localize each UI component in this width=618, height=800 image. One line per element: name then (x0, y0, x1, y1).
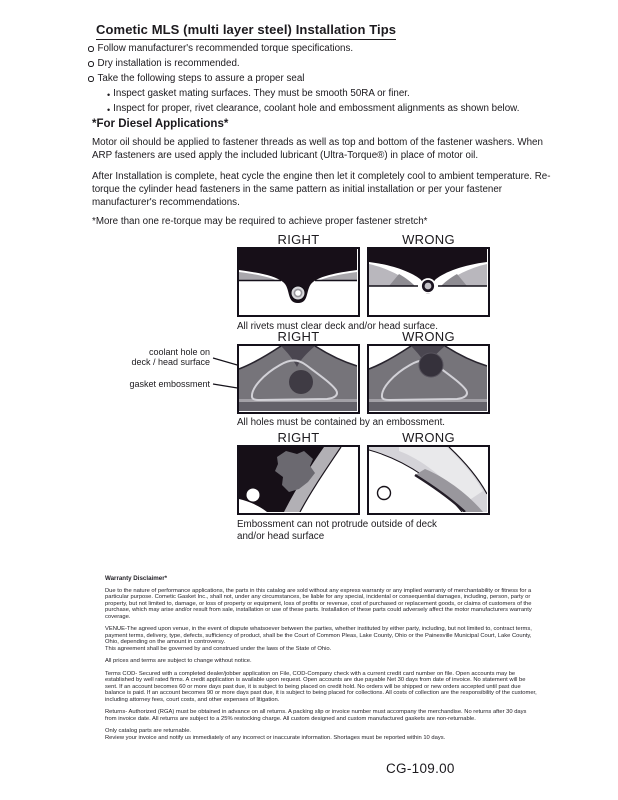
figure1-right-label: RIGHT (277, 232, 320, 247)
figure3-caption-line2: and/or head surface (237, 531, 325, 542)
list-item (88, 88, 558, 103)
rivet-clear-right-diagram (239, 249, 357, 314)
bullet-text: Dry installation is recommended. (97, 58, 240, 69)
figure2-wrong-illustration (367, 344, 490, 414)
gasket-embossment-label: gasket embossment (129, 379, 210, 389)
list-item (88, 43, 558, 58)
retorque-note: *More than one re-torque may be required to achieve proper fastener stretch* (92, 216, 428, 227)
warranty-disclaimer-heading: Warranty Disclaimer* (105, 575, 168, 582)
figure1-wrong-label: WRONG (402, 232, 455, 247)
disclaimer-paragraph: Only catalog parts are returnable. (105, 728, 192, 734)
figure2-right-illustration (237, 344, 360, 414)
figure1-caption: All rivets must clear deck and/or head surface. (237, 321, 438, 332)
disclaimer-paragraph: Review your invoice and notify us immediately of any incorrect or inaccurate information. Shortages must be reported within 10 days. (105, 734, 446, 741)
page-code: CG-109.00 (386, 761, 455, 776)
hole-outside-embossment-wrong-diagram (369, 346, 487, 411)
circle-bullet-icon (88, 46, 94, 52)
disclaimer-paragraph: Due to the nature of performance applications, the parts in this catalog are sold without any express warranty or any implied warranty of merchantability or fitness for a particular purpose. Cometic Gasket Inc., shall not, under any circumstances, be liable for any special, incidental or consequential damages, including, person, party or property, but not limited to, damage, or loss of property or equipment, loss of profits or revenue, cost of purchased or replacement goods, or claims of customers of the purchase, which may arise and/or result from sale, installation or use of these parts. Installation of these parts could adversely affect the motor manufacturers warranty coverage. (105, 587, 532, 620)
bullet-text: Follow manufacturer's recommended torque specifications. (97, 43, 354, 54)
warranty-disclaimer (105, 576, 537, 741)
figure1-wrong-illustration (367, 247, 490, 317)
disclaimer-paragraph: This agreement shall be governed by and construed under the laws of the State of Ohio. (105, 645, 332, 652)
coolant-hole-label-line2: deck / head surface (131, 357, 210, 367)
list-item (88, 73, 558, 88)
figure3-right-label: RIGHT (277, 430, 320, 445)
embossment-protruding-wrong-diagram (369, 447, 487, 512)
figure2-wrong-label: WRONG (402, 329, 455, 344)
figure3-wrong-illustration (367, 445, 490, 515)
diesel-section-heading: *For Diesel Applications* (92, 118, 229, 130)
circle-bullet-icon (88, 61, 94, 67)
dot-bullet-icon: • (107, 105, 111, 115)
embossment-inside-right-diagram (239, 447, 357, 512)
rivet-touching-wrong-diagram (369, 249, 487, 314)
circle-bullet-icon (88, 76, 94, 82)
coolant-hole-label (105, 347, 210, 367)
bullet-text: Take the following steps to assure a proper seal (97, 73, 305, 84)
bullet-text: Inspect for proper, rivet clearance, coolant hole and embossment alignments as shown below. (113, 103, 520, 114)
disclaimer-paragraph: Returns- Authorized (RGA) must be obtained in advance on all returns. A packing slip or invoice number must accompany the merchandise. No returns after 30 days from invoice date. All returns are subject to a 25% restocking charge. All custom designed and custom manufactured gaskets are non-returnable. (105, 709, 527, 722)
figure2-right-label: RIGHT (277, 329, 320, 344)
dot-bullet-icon: • (107, 90, 111, 100)
page-title: Cometic MLS (multi layer steel) Installation Tips (96, 22, 396, 40)
disclaimer-paragraph: All prices and terms are subject to change without notice. (105, 658, 252, 664)
figure3-right-illustration (237, 445, 360, 515)
list-item (88, 58, 558, 73)
disclaimer-paragraph: VENUE-The agreed upon venue, in the event of dispute whatsoever between the parties, whether instituted by either party, including, but not limited to, contract terms, payment terms, delivery, type, defects, sufficiency of product, shall be the Court of Common Pleas, Lake County, Ohio or the Painesville Municipal Court, Lake County, Ohio, depending on the amount in controversy. (105, 626, 532, 645)
figure3-wrong-label: WRONG (402, 430, 455, 445)
diesel-paragraph-2: After Installation is complete, heat cycle the engine then let it completely cool to ambient temperature. Re-torque the cylinder head fasteners in the same pattern as initial installation or per your fastener manufacturer's recommendations. (92, 171, 551, 208)
installation-tips-list (88, 43, 558, 118)
disclaimer-paragraph: Terms COD- Secured with a completed dealer/jobber application on File, COD-Company check with a current credit card number on file. Open accounts may be established by well rated firms. A credit application is available upon request. Open accounts are due payable Net 30 days from date of invoice. No statement will be sent. If an account becomes 60 or more days past due, it is subject to being placed on credit hold. No orders will be shipped or new orders accepted until past due balance is paid. If an account becomes 90 or more days past due, it is subject to being placed for collections. All costs of collection are the responsibility of the customer, including attorney fees, court costs, and other expenses of litigation. (105, 670, 537, 703)
bullet-text: Inspect gasket mating surfaces. They must be smooth 50RA or finer. (113, 88, 410, 99)
figure1-right-illustration (237, 247, 360, 317)
list-item (88, 103, 558, 118)
coolant-hole-label-line1: coolant hole on (148, 347, 210, 357)
figure3-caption-line1: Embossment can not protrude outside of deck (237, 519, 437, 530)
hole-inside-embossment-right-diagram (239, 346, 357, 411)
figure2-caption: All holes must be contained by an embossment. (237, 417, 446, 428)
diesel-paragraph-1: Motor oil should be applied to fastener threads as well as top and bottom of the fastener washers. When ARP fasteners are used apply the included lubricant (Ultra-Torque®) in place of motor oil. (92, 137, 543, 161)
